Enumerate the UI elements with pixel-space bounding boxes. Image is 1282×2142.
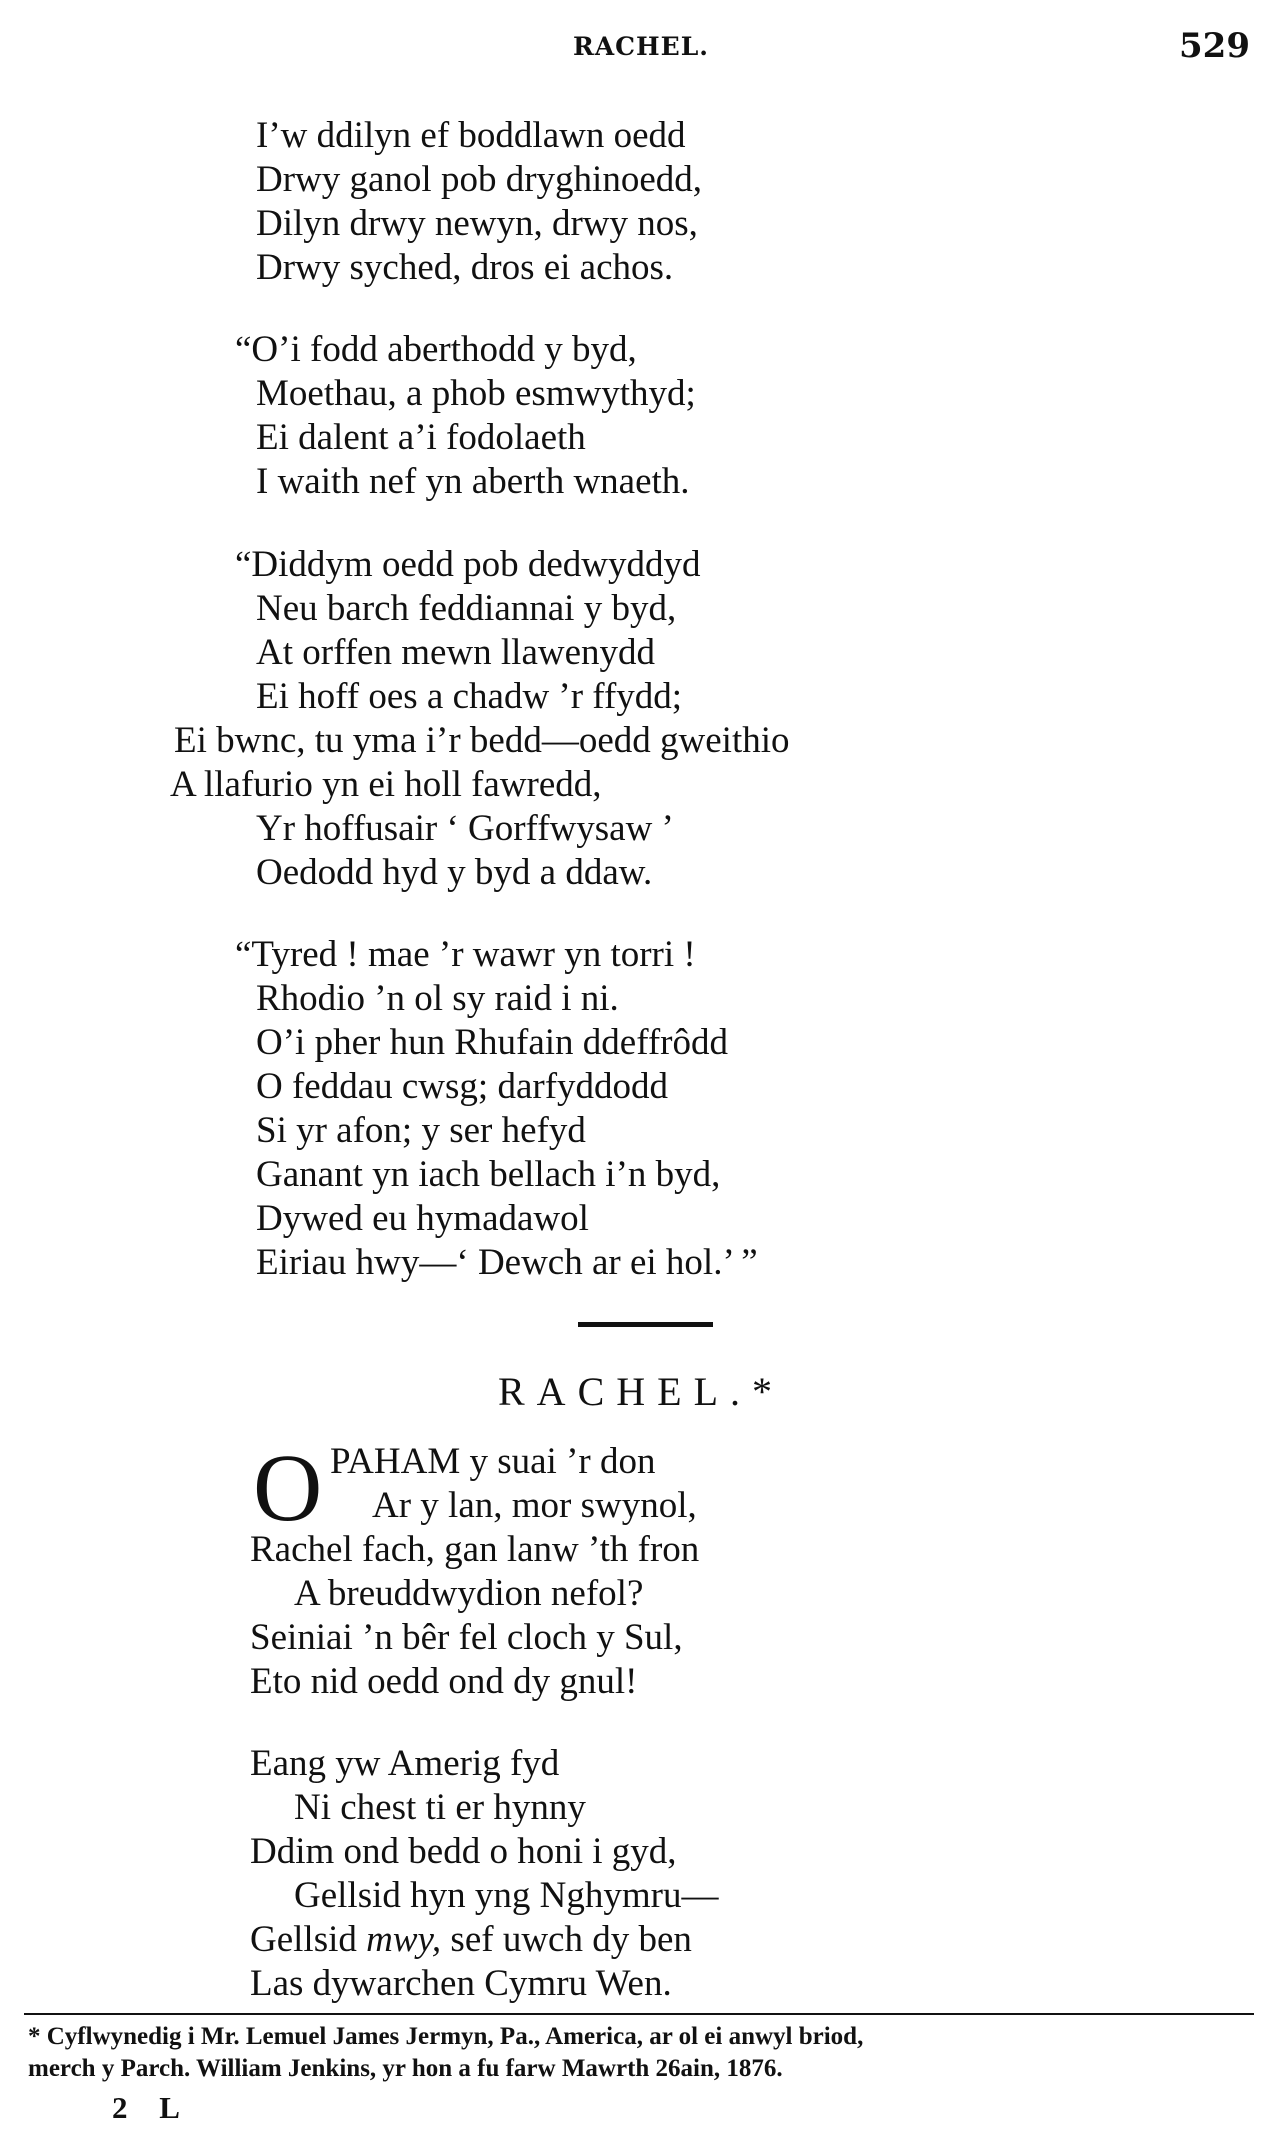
verse-line: Gellsid hyn yng Nghymru— bbox=[294, 1875, 719, 1916]
verse-line: “Tyred ! mae ’r wawr yn torri ! bbox=[235, 934, 696, 975]
verse-line: “Diddym oedd pob dedwyddyd bbox=[235, 544, 701, 585]
verse-line: Ei bwnc, tu yma i’r bedd—oedd gweithio bbox=[174, 720, 790, 761]
section-divider bbox=[578, 1322, 713, 1327]
italic-word: mwy, bbox=[366, 1919, 442, 1960]
verse-line: Las dywarchen Cymru Wen. bbox=[250, 1963, 672, 2004]
verse-line: Ganant yn iach bellach i’n byd, bbox=[256, 1154, 721, 1195]
verse-line: I waith nef yn aberth wnaeth. bbox=[256, 461, 690, 502]
poem-title: RACHEL.* bbox=[498, 1369, 784, 1414]
verse-suffix: sef uwch dy ben bbox=[450, 1919, 692, 1960]
verse-line bbox=[250, 1920, 692, 1960]
verse-line: Dywed eu hymadawol bbox=[256, 1198, 589, 1239]
verse-line: Oedodd hyd y byd a ddaw. bbox=[256, 852, 653, 893]
verse-line: “O’i fodd aberthodd y byd, bbox=[235, 329, 637, 370]
drop-cap: O bbox=[253, 1434, 323, 1541]
verse-line: Ei hoff oes a chadw ’r ffydd; bbox=[256, 676, 683, 717]
page-number: 529 bbox=[1179, 26, 1250, 66]
verse-line: At orffen mewn llawenydd bbox=[256, 632, 656, 673]
verse-line: O feddau cwsg; darfyddodd bbox=[256, 1066, 669, 1107]
verse-line: I’w ddilyn ef boddlawn oedd bbox=[256, 115, 686, 156]
verse-line: Si yr afon; y ser hefyd bbox=[256, 1110, 586, 1151]
verse-line: Ar y lan, mor swynol, bbox=[372, 1485, 697, 1526]
verse-line: Eiriau hwy—‘ Dewch ar ei hol.’ ” bbox=[256, 1242, 758, 1283]
verse-line: PAHAM y suai ’r don bbox=[330, 1441, 656, 1482]
verse-line: Seiniai ’n bêr fel cloch y Sul, bbox=[250, 1617, 683, 1658]
verse-line: O’i pher hun Rhufain ddeffrôdd bbox=[256, 1022, 728, 1063]
verse-line: Ddim ond bedd o honi i gyd, bbox=[250, 1831, 677, 1872]
verse-line: Dilyn drwy newyn, drwy nos, bbox=[256, 203, 698, 244]
verse-line: Eto nid oedd ond dy gnul! bbox=[250, 1661, 638, 1702]
verse-line: Yr hoffusair ‘ Gorffwysaw ’ bbox=[256, 808, 674, 849]
footnote-rule bbox=[24, 2013, 1254, 2015]
signature-mark: 2 L bbox=[112, 2090, 192, 2125]
running-head: RACHEL. bbox=[572, 32, 710, 61]
verse-line: Moethau, a phob esmwythyd; bbox=[256, 373, 696, 414]
verse-line: Rachel fach, gan lanw ’th fron bbox=[250, 1529, 700, 1570]
verse-line: Ni chest ti er hynny bbox=[294, 1787, 586, 1828]
verse-line: Neu barch feddiannai y byd, bbox=[256, 588, 677, 629]
verse-prefix: Gellsid bbox=[250, 1919, 367, 1960]
verse-line: Eang yw Amerig fyd bbox=[250, 1743, 560, 1784]
verse-line: Ei dalent a’i fodolaeth bbox=[256, 417, 586, 458]
verse-line: Rhodio ’n ol sy raid i ni. bbox=[256, 978, 619, 1019]
footnote-line: * Cyflwynedig i Mr. Lemuel James Jermyn, Pa., America, ar ol ei anwyl briod, bbox=[28, 2023, 864, 2050]
verse-line: Drwy syched, dros ei achos. bbox=[256, 247, 674, 288]
verse-line: A breuddwydion nefol? bbox=[294, 1573, 644, 1614]
verse-line: A llafurio yn ei holl fawredd, bbox=[170, 764, 602, 805]
verse-line: Drwy ganol pob dryghinoedd, bbox=[256, 159, 702, 200]
footnote-line: merch y Parch. William Jenkins, yr hon a fu farw Mawrth 26ain, 1876. bbox=[28, 2055, 783, 2082]
